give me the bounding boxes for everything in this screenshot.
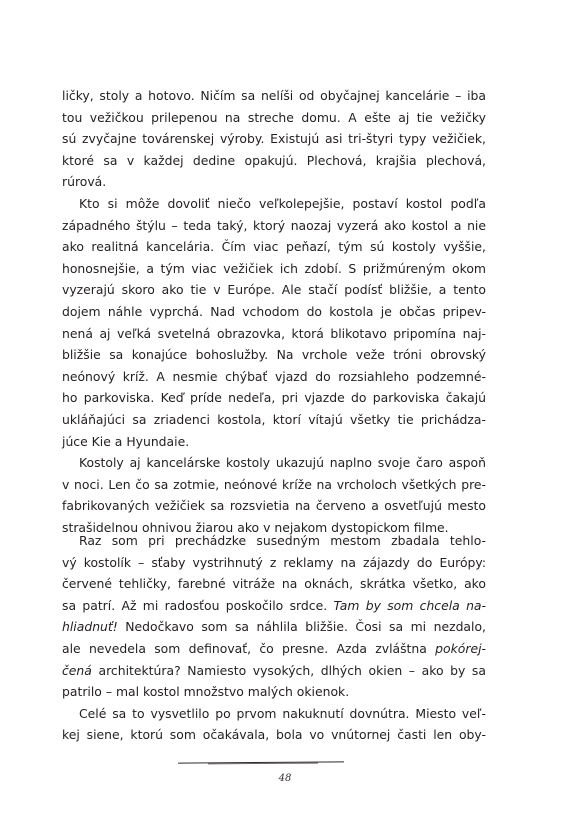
text-line: ukláňajúci sa zriadenci kostola, ktorí vítajú všetky tie prichádza- (62, 411, 486, 427)
text-line: ako realitná kancelária. Čím viac peňazí, tým sú kostoly vyššie, (62, 239, 486, 255)
emphasized-text: Tam by som chcela na- (333, 597, 486, 613)
text-line: strašidelnou ohnivou žiarou ako v nejakom dystopickom filme. (62, 519, 449, 535)
text-line: bližšie sa konajúce bohoslužby. Na vrchole veže tróni obrovský (62, 347, 486, 363)
text-line: júce Kie a Hyundaie. (62, 433, 190, 449)
text-line: sú zvyčajne továrenskej výroby. Existujú asi tri-štyri typy vežičiek, (62, 131, 486, 147)
text-line: dojem náhle vyprchá. Nad vchodom do kostola je občas pripev- (62, 303, 486, 319)
text-block-top (62, 85, 486, 538)
text-line: Kostoly aj kancelárske kostoly ukazujú naplno svoje čaro aspoň (79, 455, 486, 471)
text-line: patrilo – mal kostol množstvo malých okienok. (62, 684, 350, 700)
text-line: v noci. Len čo sa zotmie, neónové kríže na vrcholoch všetkých pre- (62, 476, 486, 492)
page-number: 48 (278, 773, 292, 784)
text-line: hliadnuť! Nedočkavo som sa náhlila bližšie. Čosi sa mi nezdalo, (62, 619, 486, 635)
text-line: ale nevedela som definovať, čo presne. Azda zvláštna pokórej- (62, 640, 486, 656)
text-line: ho parkoviska. Keď príde nedeľa, pri vjazde do parkoviska čakajú (62, 390, 486, 406)
text-line: tou vežičkou prilepenou na streche domu. A ešte aj tie vežičky (62, 109, 486, 125)
emphasized-text: čená (62, 662, 92, 678)
text-line: vyzerajú skoro ako tie v Európe. Ale stačí podísť bližšie, a tento (62, 282, 486, 298)
text-line: vý kostolík – sťaby vystrihnutý z reklamy na zájazdy do Európy: (62, 554, 486, 570)
text-line: fabrikovaných vežičiek sa rozsvietia na červeno a osvetľujú mesto (62, 498, 486, 514)
text-line: Raz som pri prechádzke susedným mestom zbadala tehlo- (79, 533, 486, 548)
text-line: kej siene, ktorú som očakávala, bola vo vnútornej časti len oby- (62, 727, 486, 743)
text-line: rúrová. (62, 174, 107, 190)
text-line: ktoré sa v každej dedine opakujú. Plechová, krajšia plechová, (62, 152, 486, 168)
text-line: honosnejšie, a tým viac vežičiek ich zdobí. S prižmúreným okom (62, 260, 486, 276)
emphasized-text: pokórej- (435, 640, 486, 656)
text-block-bottom (62, 530, 486, 746)
text-line: neónový kríž. A nesmie chýbať vjazd do rozsiahleho podzemné- (62, 368, 486, 384)
text-line: Celé sa to vysvetlilo po prvom nakuknutí dovnútra. Miesto veľ- (79, 705, 486, 721)
text-line: západného štýlu – teda taký, ktorý naozaj vyzerá ako kostol a nie (62, 217, 486, 233)
footer-divider (178, 761, 344, 763)
text-line: čená architektúra? Namiesto vysokých, dlhých okien – ako by sa (62, 662, 486, 678)
emphasized-text: hliadnuť! (62, 619, 118, 635)
text-line: Kto si môže dovoliť niečo veľkolepejšie, postaví kostol podľa (79, 195, 486, 211)
text-line: ličky, stoly a hotovo. Ničím sa nelíši od obyčajnej kancelárie – iba (62, 88, 486, 103)
text-line: sa patrí. Až mi radosťou poskočilo srdce. Tam by som chcela na- (62, 597, 486, 613)
text-line: nená aj veľká svetelná obrazovka, ktorá blikotavo pripomína naj- (62, 325, 486, 341)
text-line: červené tehličky, farebné vitráže na oknách, skrátka všetko, ako (62, 576, 486, 592)
